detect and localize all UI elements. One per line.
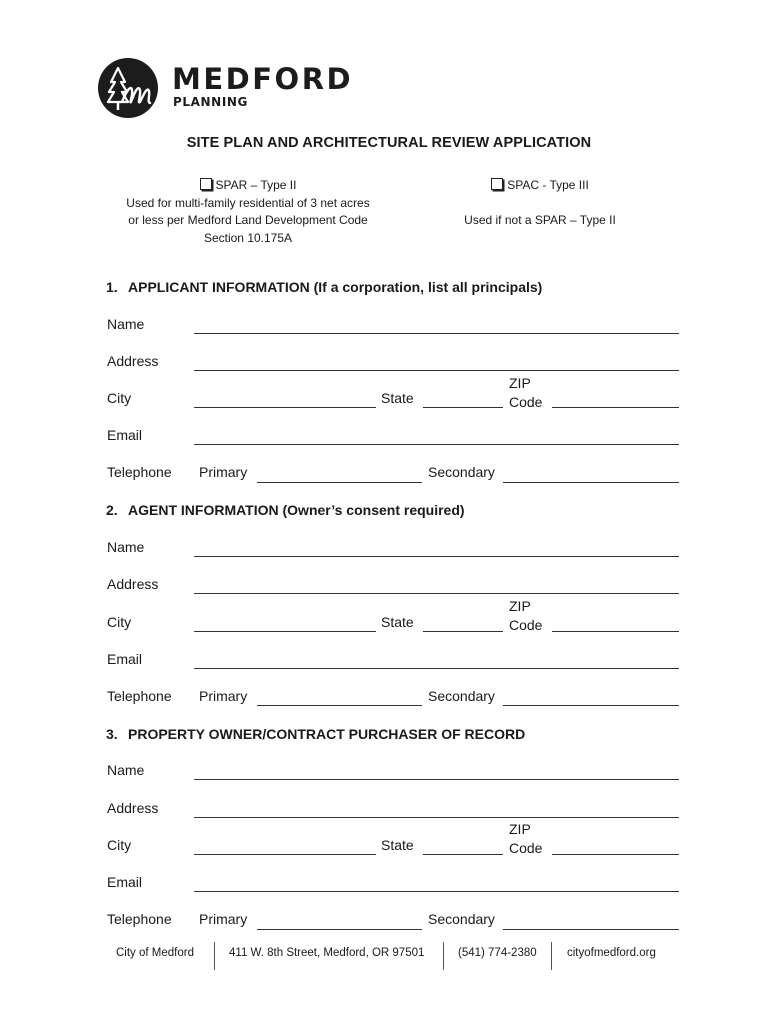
applicant-secondary-phone-field[interactable] [503, 482, 679, 483]
address-label: Address [107, 800, 159, 816]
state-label: State [381, 837, 414, 853]
zip-code-label: ZIP Code [509, 821, 543, 856]
primary-label: Primary [199, 464, 248, 480]
secondary-label: Secondary [428, 688, 495, 704]
spar-description-line: Used for multi-family residential of 3 net acres [126, 195, 370, 210]
page-footer [0, 942, 770, 970]
applicant-state-field[interactable] [423, 407, 503, 408]
spar-checkbox[interactable] [200, 178, 212, 190]
medford-tree-m-logo-icon [98, 58, 158, 118]
spar-description-line: Section 10.175A [203, 230, 293, 245]
agent-name-field[interactable] [194, 556, 679, 557]
owner-email-field[interactable] [194, 891, 679, 892]
agent-address-field[interactable] [194, 593, 679, 594]
agent-zip-field[interactable] [552, 631, 679, 632]
agent-email-field[interactable] [194, 668, 679, 669]
footer-divider [443, 942, 444, 970]
footer-divider [214, 942, 215, 970]
applicant-name-field[interactable] [194, 333, 679, 334]
footer-website[interactable]: cityofmedford.org [567, 947, 656, 959]
section-1-heading: 1. APPLICANT INFORMATION (If a corporation, list all principals) [106, 279, 543, 295]
secondary-label: Secondary [428, 911, 495, 927]
form-title: SITE PLAN AND ARCHITECTURAL REVIEW APPLICATION [186, 135, 592, 151]
email-label: Email [107, 651, 143, 667]
footer-divider [551, 942, 552, 970]
option-spar [98, 177, 398, 247]
agent-secondary-phone-field[interactable] [503, 705, 679, 706]
section-3-heading: 3. PROPERTY OWNER/CONTRACT PURCHASER OF RECORD [106, 726, 526, 742]
telephone-label: Telephone [107, 464, 172, 480]
medford-planning-logo [98, 58, 360, 120]
email-label: Email [107, 427, 143, 443]
owner-address-field[interactable] [194, 817, 679, 818]
footer-phone: (541) 774-2380 [458, 947, 537, 959]
agent-state-field[interactable] [423, 631, 503, 632]
telephone-label: Telephone [107, 688, 172, 704]
footer-org: City of Medford [116, 947, 194, 959]
address-label: Address [107, 576, 159, 592]
spar-description-line: or less per Medford Land Development Code [128, 213, 368, 227]
primary-label: Primary [199, 911, 248, 927]
zip-code-label: ZIP Code [509, 598, 543, 633]
brand-subtitle: PLANNING [173, 95, 248, 109]
city-label: City [107, 390, 132, 406]
name-label: Name [107, 316, 145, 332]
owner-state-field[interactable] [423, 854, 503, 855]
option-spac [420, 177, 660, 229]
agent-city-field[interactable] [194, 631, 376, 632]
owner-zip-field[interactable] [552, 854, 679, 855]
email-label: Email [107, 874, 143, 890]
owner-secondary-phone-field[interactable] [503, 929, 679, 930]
owner-name-field[interactable] [194, 779, 679, 780]
footer-address: 411 W. 8th Street, Medford, OR 97501 [229, 947, 425, 959]
applicant-primary-phone-field[interactable] [257, 482, 422, 483]
spar-label: SPAR – Type II [215, 178, 297, 192]
state-label: State [381, 390, 414, 406]
city-label: City [107, 614, 132, 630]
name-label: Name [107, 539, 145, 555]
telephone-label: Telephone [107, 911, 172, 927]
spac-checkbox[interactable] [491, 178, 503, 190]
address-label: Address [107, 353, 159, 369]
applicant-address-field[interactable] [194, 370, 679, 371]
zip-code-label: ZIP Code [509, 375, 543, 410]
secondary-label: Secondary [428, 464, 495, 480]
section-2-heading: 2. AGENT INFORMATION (Owner’s consent required) [106, 502, 465, 518]
applicant-zip-field[interactable] [552, 407, 679, 408]
brand-name: MEDFORD [172, 62, 354, 96]
applicant-city-field[interactable] [194, 407, 376, 408]
owner-city-field[interactable] [194, 854, 376, 855]
name-label: Name [107, 762, 145, 778]
owner-primary-phone-field[interactable] [257, 929, 422, 930]
applicant-email-field[interactable] [194, 444, 679, 445]
primary-label: Primary [199, 688, 248, 704]
city-label: City [107, 837, 132, 853]
state-label: State [381, 614, 414, 630]
spac-label: SPAC - Type III [507, 178, 589, 192]
spac-description: Used if not a SPAR – Type II [464, 212, 616, 227]
agent-primary-phone-field[interactable] [257, 705, 422, 706]
